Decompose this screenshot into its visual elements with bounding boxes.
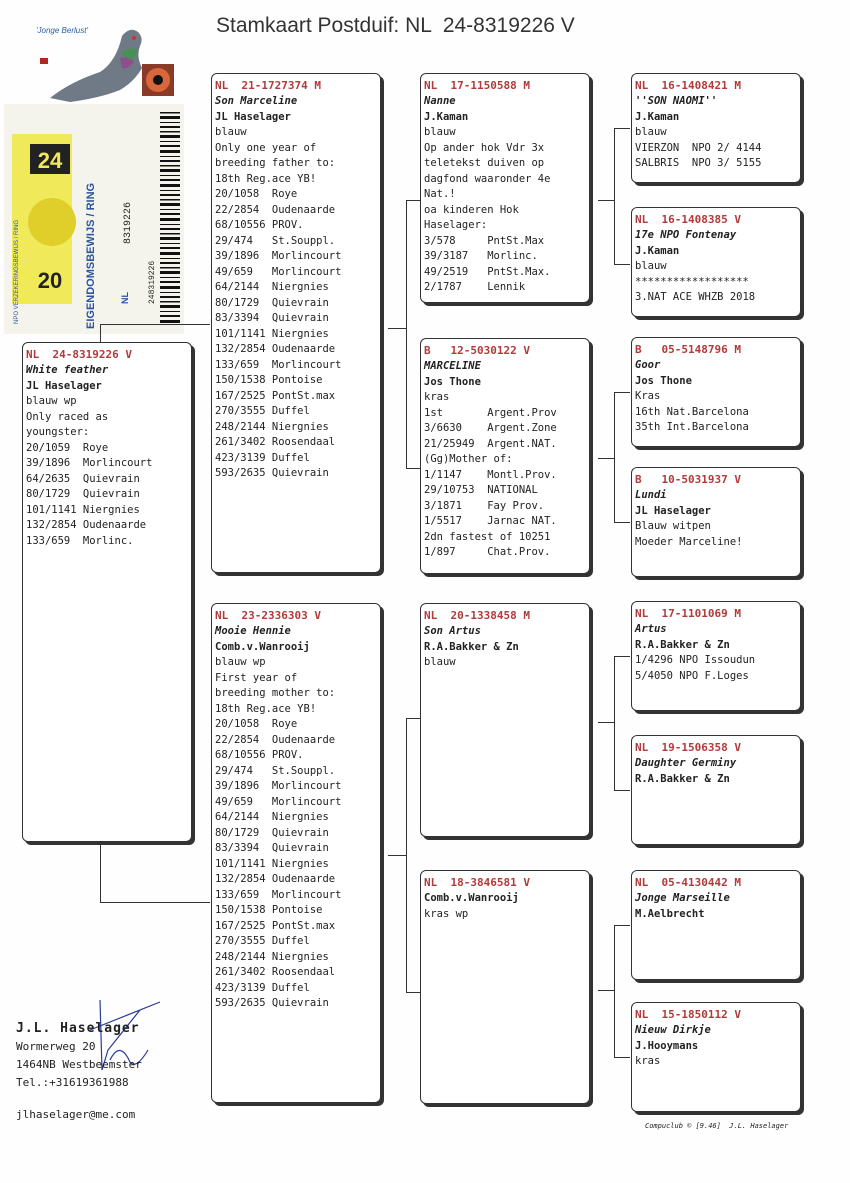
pigeon-name: ''SON NAOMI'' bbox=[635, 95, 718, 107]
result-line: 22/2854 Oudenaarde bbox=[215, 203, 336, 216]
result-line: Op ander hok Vdr 3x bbox=[424, 141, 545, 154]
result-line: 21/25949 Argent.NAT. bbox=[424, 437, 557, 450]
card-father bbox=[211, 73, 381, 573]
result-line: blauw bbox=[215, 126, 247, 138]
result-line: 49/659 Morlincourt bbox=[215, 265, 342, 278]
connector-fm-a bbox=[614, 392, 630, 393]
result-line: 18th Reg.ace YB! bbox=[215, 172, 317, 185]
card-sire-of-mother bbox=[420, 603, 590, 837]
result-line: 423/3139 Duffel bbox=[215, 981, 310, 994]
connector-mother-mm bbox=[406, 992, 420, 993]
result-line: blauw wp bbox=[26, 395, 77, 407]
connector-ff-b bbox=[614, 264, 630, 265]
connector-mother-mf bbox=[406, 718, 420, 719]
result-line: 20/1058 Roye bbox=[215, 188, 298, 200]
breeder-name: R.A.Bakker & Zn bbox=[635, 772, 730, 785]
ownership-sticker bbox=[4, 104, 184, 334]
result-line: 29/474 St.Souppl. bbox=[215, 764, 336, 777]
breeder-name: Comb.v.Wanrooij bbox=[215, 640, 310, 653]
result-line: 20/1058 Roye bbox=[215, 718, 298, 730]
pigeon-name: Son Artus bbox=[424, 625, 481, 637]
pigeon-name: Mooie Hennie bbox=[215, 625, 291, 637]
sticker-vertical-text: EIGENDOMSBEWIJS / RING bbox=[85, 182, 97, 329]
result-line: 1/4296 NPO Issoudun bbox=[635, 654, 756, 666]
result-line: youngster: bbox=[26, 426, 90, 438]
result-line: dagfond waaronder 4e bbox=[424, 172, 551, 185]
pigeon-name: Jonge Marseille bbox=[635, 892, 730, 904]
result-line: 68/10556 PROV. bbox=[215, 219, 304, 231]
breeder-name: J.Kaman bbox=[635, 244, 680, 257]
footer-credit: Compuclub © [9.46] J.L. Haselager bbox=[645, 1122, 789, 1130]
result-line: 29/10753 NATIONAL bbox=[424, 484, 538, 496]
result-line: 150/1538 Pontoise bbox=[215, 374, 323, 386]
result-line: 1/1147 Montl.Prov. bbox=[424, 468, 557, 481]
result-line: 593/2635 Quievrain bbox=[215, 997, 329, 1009]
breeder-name: Comb.v.Wanrooij bbox=[424, 892, 519, 904]
connector-mf-mid bbox=[598, 722, 614, 723]
card-ggp-1 bbox=[631, 73, 801, 183]
connector-mother-mid bbox=[388, 855, 406, 856]
connector-father bbox=[388, 200, 407, 468]
owner-street: Wormerweg 20 bbox=[16, 1040, 96, 1053]
sticker-side-text: NPO VERZEKERINGSBEWIJS / RING bbox=[14, 219, 20, 324]
result-line: 3/6630 Argent.Zone bbox=[424, 422, 557, 434]
result-line: blauw bbox=[424, 656, 456, 668]
connector-mf-b bbox=[614, 790, 630, 791]
breeder-name: JL Haselager bbox=[635, 504, 711, 517]
result-line: 22/2854 Oudenaarde bbox=[215, 733, 336, 746]
result-line: 1st Argent.Prov bbox=[424, 406, 557, 419]
breeder-name: M.Aelbrecht bbox=[635, 907, 705, 920]
connector-mm-a bbox=[614, 925, 630, 926]
ring-number: NL 18-3846581 V bbox=[424, 876, 530, 889]
connector-mf bbox=[598, 656, 615, 790]
sticker-barcode-number: 248319226 bbox=[148, 260, 157, 304]
card-ggp-3 bbox=[631, 337, 801, 447]
result-line: 132/2854 Oudenaarde bbox=[215, 873, 336, 885]
pigeon-name: MARCELINE bbox=[424, 360, 481, 372]
result-line: 80/1729 Quievrain bbox=[215, 296, 329, 309]
result-line: 101/1141 Niergnies bbox=[26, 503, 140, 516]
pigeon-name: 17e NPO Fontenay bbox=[635, 229, 737, 241]
result-line: 261/3402 Roosendaal bbox=[215, 966, 336, 978]
card-ggp-4 bbox=[631, 467, 801, 577]
result-line: 261/3402 Roosendaal bbox=[215, 436, 336, 448]
result-line: 132/2854 Oudenaarde bbox=[26, 519, 147, 531]
owner-email: jlhaselager@me.com bbox=[16, 1108, 136, 1121]
result-line: 133/659 Morlinc. bbox=[26, 534, 134, 547]
result-line: 64/2635 Quievrain bbox=[26, 472, 140, 485]
result-line: 133/659 Morlincourt bbox=[215, 888, 342, 901]
result-line: 16th Nat.Barcelona bbox=[635, 405, 749, 418]
result-line: 167/2525 PontSt.max bbox=[215, 919, 336, 932]
card-ggp-6 bbox=[631, 735, 801, 845]
ring-number: NL 15-1850112 V bbox=[635, 1008, 741, 1021]
card-ggp-5 bbox=[631, 601, 801, 711]
connector-mm bbox=[598, 925, 615, 1057]
connector-father-ff bbox=[406, 200, 420, 201]
result-line: 64/2144 Niergnies bbox=[215, 811, 329, 823]
result-line: 18th Reg.ace YB! bbox=[215, 702, 317, 715]
logo-text: 'Jonge Berlust' bbox=[36, 26, 88, 35]
result-line: 3.NAT ACE WHZB 2018 bbox=[635, 291, 756, 303]
breeder-name: JL Haselager bbox=[215, 110, 291, 123]
result-line: breeding mother to: bbox=[215, 687, 336, 699]
result-line: blauw wp bbox=[215, 656, 266, 668]
ring-number: NL 21-1727374 M bbox=[215, 79, 321, 92]
result-line: 39/1896 Morlincourt bbox=[215, 780, 342, 792]
pigeon-name: Lundi bbox=[635, 489, 667, 501]
result-line: 83/3394 Quievrain bbox=[215, 842, 329, 854]
connector-fm bbox=[598, 392, 615, 522]
connector-ff-mid bbox=[598, 200, 614, 201]
result-line: 133/659 Morlincourt bbox=[215, 358, 342, 371]
ring-number: NL 20-1338458 M bbox=[424, 609, 530, 622]
result-line: VIERZON NPO 2/ 4144 bbox=[635, 141, 762, 154]
result-line: 3/578 PntSt.Max bbox=[424, 234, 545, 247]
result-line: 2/1787 Lennik bbox=[424, 281, 526, 293]
card-ggp-7 bbox=[631, 870, 801, 980]
result-line: Kras bbox=[635, 390, 661, 402]
result-line: SALBRIS NPO 3/ 5155 bbox=[635, 157, 762, 169]
card-subject bbox=[22, 342, 192, 842]
result-line: 270/3555 Duffel bbox=[215, 405, 310, 417]
result-line: 1/897 Chat.Prov. bbox=[424, 546, 551, 558]
ring-number: NL 19-1506358 V bbox=[635, 741, 741, 754]
result-line: 270/3555 Duffel bbox=[215, 935, 310, 947]
result-line: kras bbox=[424, 391, 450, 403]
sticker-country: NL bbox=[120, 292, 130, 304]
ring-number: NL 17-1101069 M bbox=[635, 607, 741, 620]
pigeon-name: Goor bbox=[635, 359, 661, 371]
ring-number: NL 16-1408385 V bbox=[635, 213, 741, 226]
ring-number: NL 17-1150588 M bbox=[424, 79, 530, 92]
result-line: 2dn fastest of 10251 bbox=[424, 530, 551, 543]
sticker-ring-number: 8319226 bbox=[123, 201, 134, 244]
result-line: teletekst duiven op bbox=[424, 157, 545, 169]
ring-number: B 12-5030122 V bbox=[424, 344, 530, 357]
breeder-name: Jos Thone bbox=[635, 374, 692, 387]
result-line: 150/1538 Pontoise bbox=[215, 904, 323, 916]
card-ggp-2 bbox=[631, 207, 801, 317]
result-line: 39/1896 Morlincourt bbox=[215, 250, 342, 262]
result-line: 167/2525 PontSt.max bbox=[215, 389, 336, 402]
result-line: 83/3394 Quievrain bbox=[215, 312, 329, 324]
result-line: blauw bbox=[635, 126, 667, 138]
result-line: 248/2144 Niergnies bbox=[215, 420, 329, 433]
result-line: 423/3139 Duffel bbox=[215, 451, 310, 464]
result-line: 80/1729 Quievrain bbox=[215, 826, 329, 839]
connector-fm-b bbox=[614, 522, 630, 523]
loft-logo bbox=[30, 22, 180, 104]
result-line: 80/1729 Quievrain bbox=[26, 488, 140, 500]
ring-number: B 10-5031937 V bbox=[635, 473, 741, 486]
owner-city: 1464NB Westbeemster bbox=[16, 1058, 142, 1071]
result-line: 29/474 St.Souppl. bbox=[215, 234, 336, 247]
pigeon-name: Artus bbox=[635, 623, 667, 635]
result-line: Moeder Marceline! bbox=[635, 535, 743, 548]
sticker-year-left: 20 bbox=[37, 268, 63, 293]
ring-number: NL 05-4130442 M bbox=[635, 876, 741, 889]
card-ggp-8 bbox=[631, 1002, 801, 1112]
pigeon-name: Nieuw Dirkje bbox=[635, 1024, 711, 1036]
result-line: 49/659 Morlincourt bbox=[215, 795, 342, 808]
card-mother bbox=[211, 603, 381, 1103]
owner-phone: Tel.:+31619361988 bbox=[16, 1076, 129, 1089]
result-line: 248/2144 Niergnies bbox=[215, 950, 329, 963]
result-line: 101/1141 Niergnies bbox=[215, 327, 329, 340]
pigeon-name: Nanne bbox=[424, 95, 456, 107]
result-line: 39/3187 Morlinc. bbox=[424, 250, 538, 262]
result-line: breeding father to: bbox=[215, 157, 336, 169]
pigeon-name: White feather bbox=[26, 364, 109, 376]
result-line: (Gg)Mother of: bbox=[424, 453, 513, 465]
breeder-name: R.A.Bakker & Zn bbox=[635, 638, 730, 651]
result-line: kras bbox=[635, 1055, 661, 1067]
connector-father-fm bbox=[406, 468, 420, 469]
connector-mf-a bbox=[614, 656, 630, 657]
result-line: blauw bbox=[635, 260, 667, 272]
result-line: oa kinderen Hok bbox=[424, 203, 519, 216]
result-line: 3/1871 Fay Prov. bbox=[424, 499, 545, 512]
connector-subject-mother bbox=[100, 902, 210, 903]
result-line: kras wp bbox=[424, 907, 469, 920]
result-line: 49/2519 PntSt.Max. bbox=[424, 265, 551, 278]
breeder-name: Jos Thone bbox=[424, 375, 481, 388]
connector-ff-a bbox=[614, 128, 630, 129]
breeder-name: J.Kaman bbox=[424, 110, 469, 123]
breeder-name: R.A.Bakker & Zn bbox=[424, 640, 519, 653]
card-dam-of-father bbox=[420, 338, 590, 574]
pigeon-name: Daughter Germiny bbox=[635, 757, 737, 769]
page-title: Stamkaart Postduif: NL 24-8319226 V bbox=[216, 14, 575, 37]
owner-info bbox=[16, 1020, 142, 1124]
result-line: First year of bbox=[215, 671, 298, 684]
breeder-name: JL Haselager bbox=[26, 379, 102, 392]
ring-number: B 05-5148796 M bbox=[635, 343, 741, 356]
connector-subject-father bbox=[100, 324, 210, 325]
card-sire-of-father bbox=[420, 73, 590, 303]
result-line: 593/2635 Quievrain bbox=[215, 467, 329, 479]
sticker-year-right: 24 bbox=[37, 148, 63, 173]
result-line: Only one year of bbox=[215, 141, 317, 154]
result-line: Blauw witpen bbox=[635, 520, 711, 532]
ring-number: NL 16-1408421 M bbox=[635, 79, 741, 92]
connector-mm-b bbox=[614, 1057, 630, 1058]
result-line: Haselager: bbox=[424, 219, 488, 231]
connector-ff bbox=[598, 128, 615, 264]
result-line: 101/1141 Niergnies bbox=[215, 857, 329, 870]
breeder-name: J.Kaman bbox=[635, 110, 680, 123]
card-dam-of-mother bbox=[420, 870, 590, 1104]
connector-fm-mid bbox=[598, 458, 614, 459]
ring-number: NL 23-2336303 V bbox=[215, 609, 321, 622]
result-line: 132/2854 Oudenaarde bbox=[215, 343, 336, 355]
result-line: 68/10556 PROV. bbox=[215, 749, 304, 761]
breeder-name: J.Hooymans bbox=[635, 1039, 699, 1052]
result-line: ****************** bbox=[635, 275, 749, 288]
result-line: Nat.! bbox=[424, 188, 456, 200]
ring-number: NL 24-8319226 V bbox=[26, 348, 132, 361]
result-line: 5/4050 NPO F.Loges bbox=[635, 669, 749, 682]
owner-name: J.L. Haselager bbox=[16, 1021, 140, 1036]
result-line: 39/1896 Morlincourt bbox=[26, 457, 153, 469]
result-line: 35th Int.Barcelona bbox=[635, 421, 749, 433]
result-line: 20/1059 Roye bbox=[26, 441, 109, 454]
pigeon-name: Son Marceline bbox=[215, 95, 298, 107]
connector-mm-mid bbox=[598, 990, 614, 991]
result-line: Only raced as bbox=[26, 410, 109, 423]
result-line: 1/5517 Jarnac NAT. bbox=[424, 515, 557, 527]
result-line: 64/2144 Niergnies bbox=[215, 281, 329, 293]
connector-father-mid bbox=[388, 328, 406, 329]
result-line: blauw bbox=[424, 126, 456, 138]
